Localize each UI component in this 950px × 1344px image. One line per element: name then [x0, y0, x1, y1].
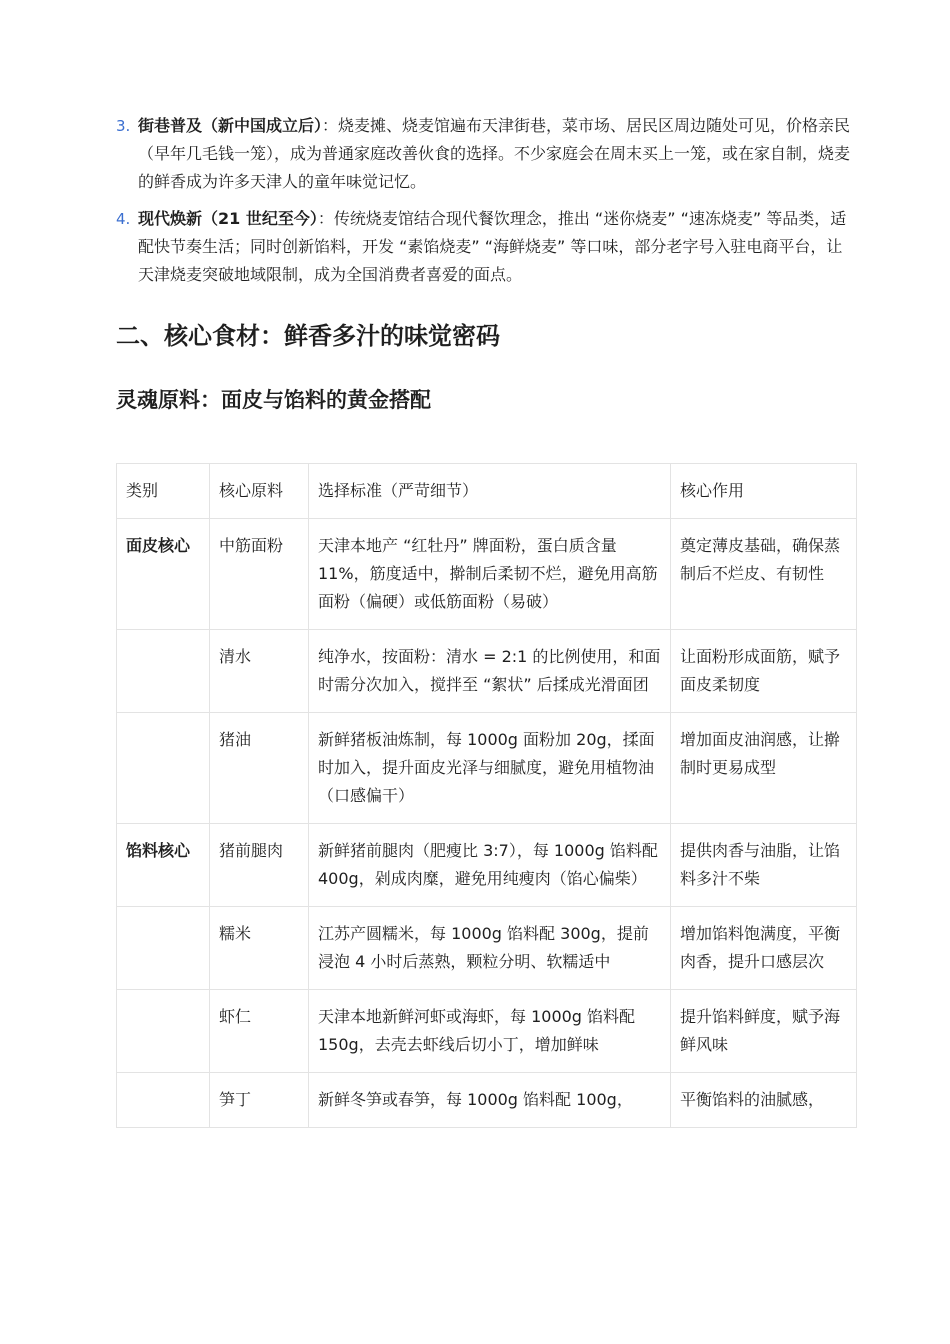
- column-header: 核心原料: [210, 464, 309, 519]
- category-cell: 面皮核心: [117, 519, 210, 630]
- ingredient-cell: 猪前腿肉: [210, 824, 309, 907]
- list-number: 3.: [116, 117, 131, 135]
- standard-cell: 天津本地产 “红牡丹” 牌面粉，蛋白质含量 11%，筋度适中，擀制后柔韧不烂，避免用高筋面粉（偏硬）或低筋面粉（易破）: [309, 519, 671, 630]
- standard-cell: 新鲜猪板油炼制，每 1000g 面粉加 20g，揉面时加入，提升面皮光泽与细腻度，避免用植物油（口感偏干）: [309, 713, 671, 824]
- role-cell: 提升馅料鲜度，赋予海鲜风味: [671, 990, 857, 1073]
- column-header: 选择标准（严苛细节）: [309, 464, 671, 519]
- role-cell: 增加面皮油润感，让擀制时更易成型: [671, 713, 857, 824]
- column-header: 类别: [117, 464, 210, 519]
- list-item: [116, 205, 856, 289]
- standard-cell: 新鲜猪前腿肉（肥瘦比 3:7），每 1000g 馅料配 400g，剁成肉糜，避免用纯瘦肉（馅心偏柴）: [309, 824, 671, 907]
- list-item-heading: 街巷普及（新中国成立后）: [138, 116, 323, 135]
- list-item: [116, 112, 856, 196]
- ingredient-cell: 虾仁: [210, 990, 309, 1073]
- table-row: [117, 824, 857, 907]
- list-item-heading: 现代焕新（21 世纪至今）: [138, 209, 318, 228]
- category-cell: [117, 630, 210, 713]
- history-list: [116, 112, 856, 289]
- list-number: 4.: [116, 210, 131, 228]
- ingredients-table: [116, 463, 857, 1128]
- category-cell: [117, 713, 210, 824]
- standard-cell: 新鲜冬笋或春笋，每 1000g 馅料配 100g，: [309, 1073, 671, 1128]
- category-cell: [117, 1073, 210, 1128]
- list-item-text: ：传统烧麦馆结合现代餐饮理念，推出 “迷你烧麦” “速冻烧麦” 等品类，适配快节奏生活；同时创新馅料，开发 “素馅烧麦” “海鲜烧麦” 等口味，部分老字号入驻电商平台，让天津烧麦突破地域限制，成为全国消费者喜爱的面点。: [138, 209, 847, 284]
- table-row: [117, 519, 857, 630]
- ingredient-cell: 中筋面粉: [210, 519, 309, 630]
- section-title: 二、核心食材：鲜香多汁的味觉密码: [116, 322, 500, 350]
- category-cell: [117, 907, 210, 990]
- table-row: [117, 990, 857, 1073]
- ingredient-cell: 笋丁: [210, 1073, 309, 1128]
- role-cell: 让面粉形成面筋，赋予面皮柔韧度: [671, 630, 857, 713]
- table-header-row: [117, 464, 857, 519]
- ingredient-cell: 糯米: [210, 907, 309, 990]
- standard-cell: 江苏产圆糯米，每 1000g 馅料配 300g，提前浸泡 4 小时后蒸熟，颗粒分明、软糯适中: [309, 907, 671, 990]
- standard-cell: 天津本地新鲜河虾或海虾，每 1000g 馅料配 150g，去壳去虾线后切小丁，增加鲜味: [309, 990, 671, 1073]
- category-cell: 馅料核心: [117, 824, 210, 907]
- role-cell: 平衡馅料的油腻感，: [671, 1073, 857, 1128]
- ingredient-cell: 清水: [210, 630, 309, 713]
- document-page: [116, 112, 856, 1128]
- column-header: 核心作用: [671, 464, 857, 519]
- table-row: [117, 713, 857, 824]
- standard-cell: 纯净水，按面粉：清水 = 2:1 的比例使用，和面时需分次加入，搅拌至 “絮状” 后揉成光滑面团: [309, 630, 671, 713]
- role-cell: 提供肉香与油脂，让馅料多汁不柴: [671, 824, 857, 907]
- table-row: [117, 907, 857, 990]
- table-row: [117, 630, 857, 713]
- role-cell: 增加馅料饱满度，平衡肉香，提升口感层次: [671, 907, 857, 990]
- role-cell: 奠定薄皮基础，确保蒸制后不烂皮、有韧性: [671, 519, 857, 630]
- list-item-text: ：烧麦摊、烧麦馆遍布天津街巷，菜市场、居民区周边随处可见，价格亲民（早年几毛钱一笼），成为普通家庭改善伙食的选择。不少家庭会在周末买上一笼，或在家自制，烧麦的鲜香成为许多天津人的童年味觉记忆。: [138, 116, 851, 191]
- ingredient-cell: 猪油: [210, 713, 309, 824]
- subsection-title: 灵魂原料：面皮与馅料的黄金搭配: [116, 388, 431, 412]
- table-row: [117, 1073, 857, 1128]
- category-cell: [117, 990, 210, 1073]
